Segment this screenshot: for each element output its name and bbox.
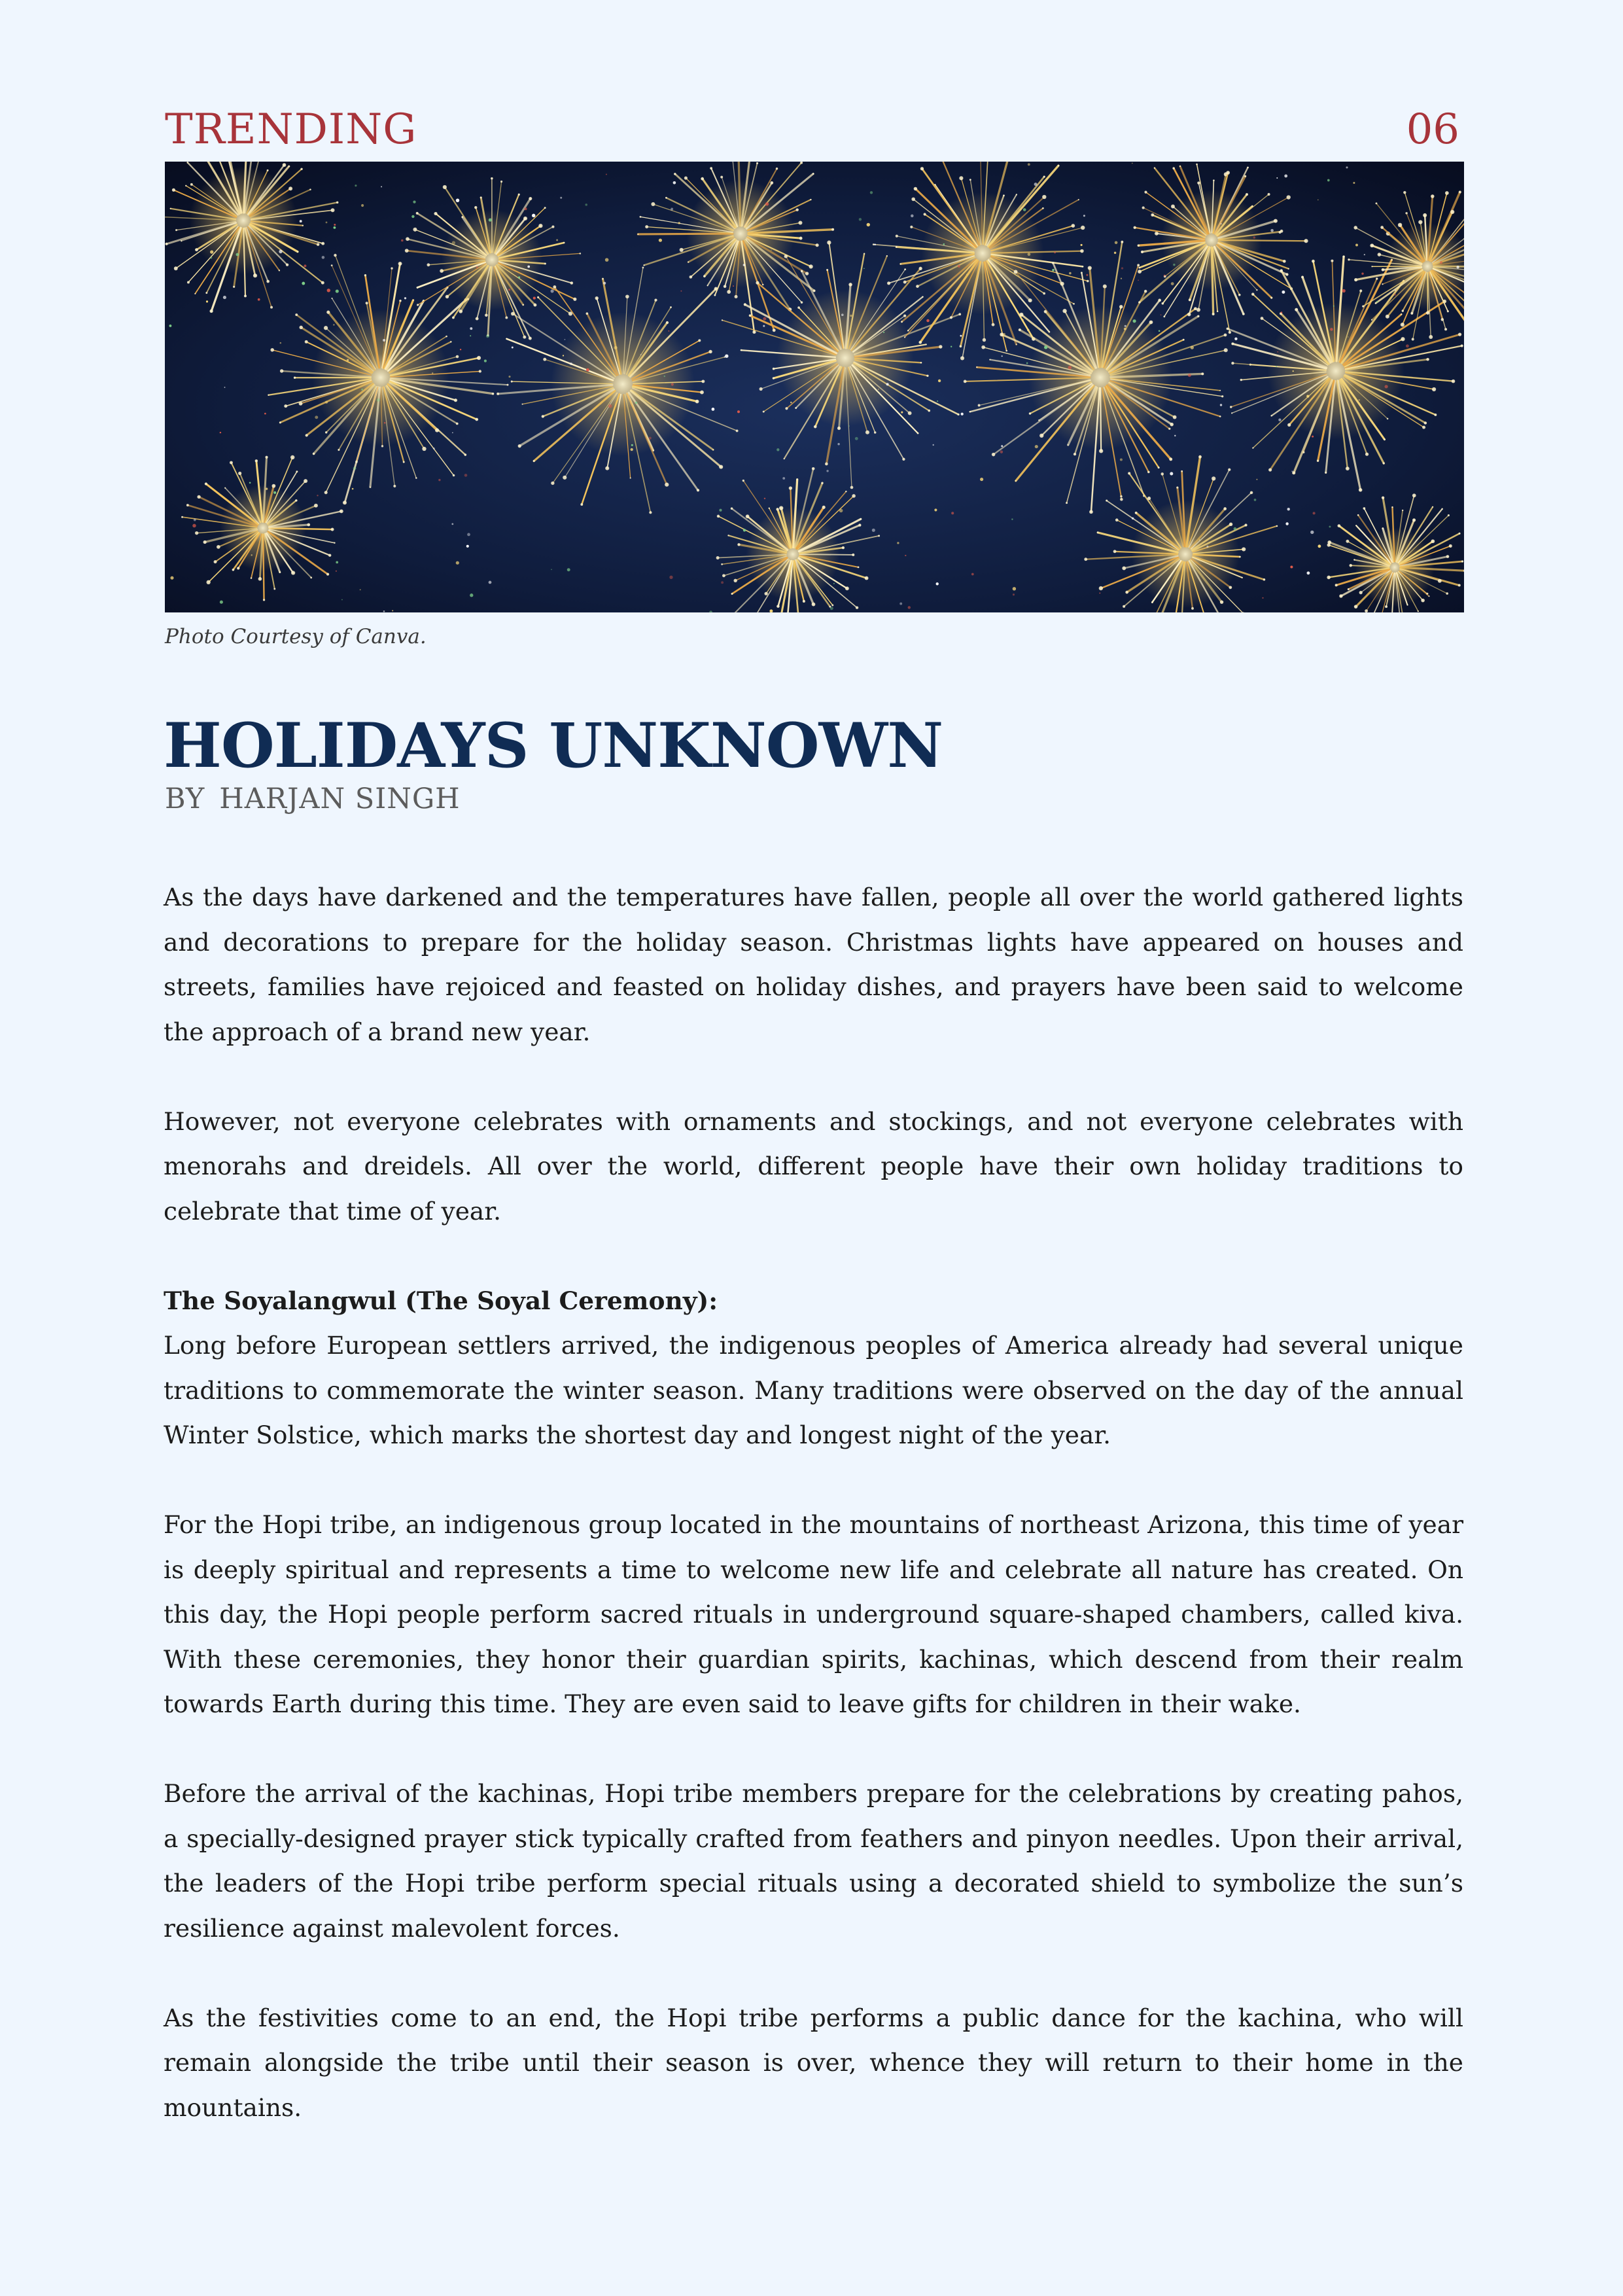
article-body (164, 875, 1463, 2175)
fireworks-illustration (165, 162, 1464, 612)
paragraph-pahos: Before the arrival of the kachinas, Hopi tribe members prepare for the celebrations by creating pahos, a specially-designed prayer stick typically crafted from feathers and pinyon needles. Upon their arrival, the leaders of the Hopi tribe perform special rituals using a decorated shield to symbolize the sun’s resilience against malevolent forces. (164, 1779, 1463, 1943)
paragraph-intro: As the days have darkened and the temperatures have fallen, people all over the world gathered lights and decorations to prepare for the holiday season. Christmas lights have appeared on houses and streets, families have rejoiced and feasted on holiday dishes, and prayers have been said to welcome the approach of a brand new year. (164, 883, 1463, 1046)
paragraph-dance: As the festivities come to an end, the Hopi tribe performs a public dance for the kachina, who will remain alongside the tribe until their season is over, whence they will return to their home in the mountains. (164, 2003, 1463, 2122)
byline-prefix: BY (165, 783, 205, 815)
article-title: HOLIDAYS UNKNOWN (164, 710, 943, 782)
page-header (164, 103, 1463, 156)
magazine-page (164, 0, 1463, 2296)
paragraph-traditions: However, not everyone celebrates with ornaments and stockings, and not everyone celebrates with menorahs and dreidels. All over the world, different people have their own holiday traditions to celebrate that time of year. (164, 1106, 1463, 1226)
byline (165, 783, 461, 815)
hero-fireworks-image (165, 162, 1464, 612)
paragraph-indigenous: Long before European settlers arrived, the indigenous peoples of America already had several unique traditions to commemorate the winter season. Many traditions were observed on the day of the annual Winter Solstice, which marks the shortest day and longest night of the year. (164, 1331, 1463, 1449)
author-name: HARJAN SINGH (219, 783, 461, 815)
photo-caption: Photo Courtesy of Canva. (165, 625, 427, 648)
section-heading-soyal: The Soyalangwul (The Soyal Ceremony): (164, 1286, 718, 1315)
page-number: 06 (1406, 105, 1459, 154)
paragraph-hopi: For the Hopi tribe, an indigenous group located in the mountains of northeast Arizona, this time of year is deeply spiritual and represents a time to welcome new life and celebrate all nature has created. On this day, the Hopi people perform sacred rituals in underground square-shaped chambers, called kiva. With these ceremonies, they honor their guardian spirits, kachinas, which descend from their realm towards Earth during this time. They are even said to leave gifts for children in their wake. (164, 1510, 1463, 1718)
section-label: TRENDING (165, 105, 417, 154)
